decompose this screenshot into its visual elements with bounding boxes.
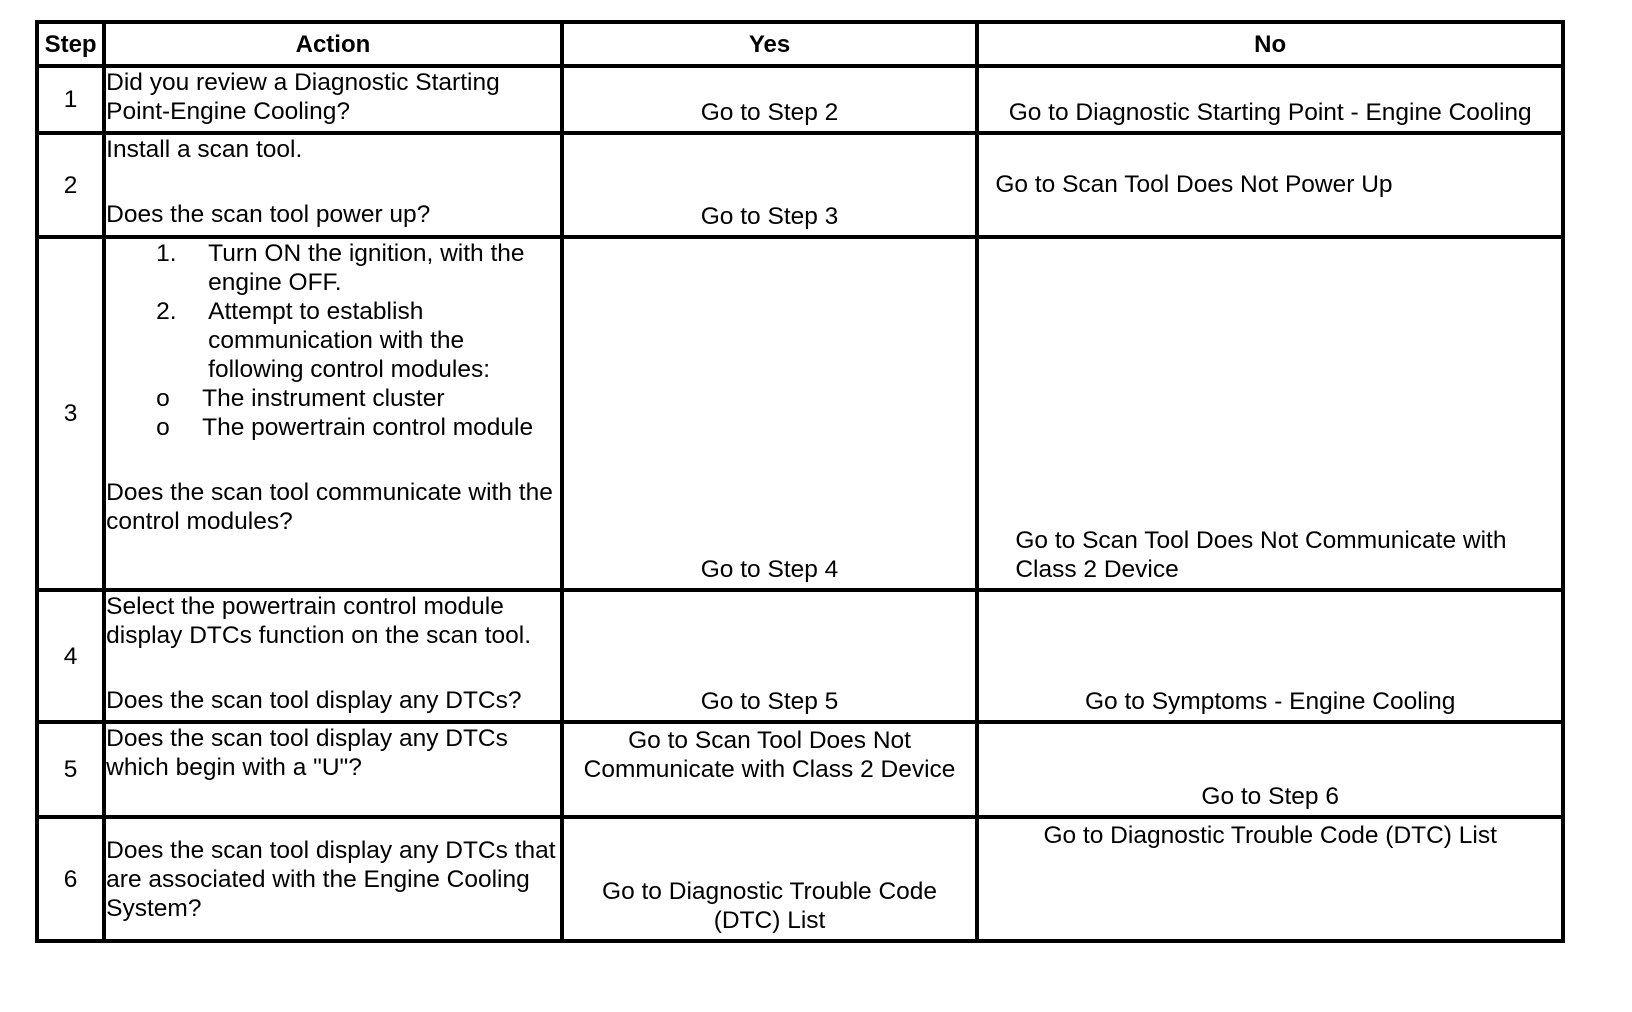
yes-cell xyxy=(562,590,978,722)
list-item xyxy=(10,384,560,413)
action-cell xyxy=(104,237,562,590)
table-row xyxy=(37,590,1563,722)
list-text: Attempt to establish communication with the following control modules: xyxy=(208,298,491,383)
header-no: No xyxy=(977,22,1563,66)
action-cell xyxy=(104,722,562,817)
yes-link[interactable]: Go to Step 2 xyxy=(700,99,839,126)
no-link[interactable]: Go to Diagnostic Trouble Code (DTC) List xyxy=(1043,822,1497,849)
yes-cell xyxy=(562,817,978,941)
table-row xyxy=(37,66,1563,133)
no-link[interactable]: Go to Step 6 xyxy=(1201,783,1339,810)
list-item xyxy=(106,239,560,297)
no-cell xyxy=(977,722,1563,817)
action-cell xyxy=(104,590,562,722)
step-number: 1 xyxy=(37,66,104,133)
header-action: Action xyxy=(104,22,562,66)
yes-link[interactable]: Go to Scan Tool Does Not Communicate with Class 2 Device xyxy=(583,727,956,783)
action-question: Does the scan tool power up? xyxy=(106,201,431,228)
action-steps-list xyxy=(106,239,560,384)
header-step: Step xyxy=(37,22,104,66)
yes-link[interactable]: Go to Step 5 xyxy=(700,688,839,715)
action-text: Does the scan tool display any DTCs which begin with a "U"? xyxy=(106,725,508,781)
step-number: 6 xyxy=(37,817,104,941)
no-cell xyxy=(977,237,1563,590)
list-item xyxy=(106,297,560,384)
list-text: The powertrain control module xyxy=(202,414,534,441)
table-row xyxy=(37,722,1563,817)
yes-cell xyxy=(562,237,978,590)
yes-link[interactable]: Go to Step 3 xyxy=(700,203,839,230)
action-cell xyxy=(104,133,562,237)
no-link[interactable]: Go to Scan Tool Does Not Power Up xyxy=(995,170,1393,198)
no-cell xyxy=(977,66,1563,133)
yes-link[interactable]: Go to Diagnostic Trouble Code (DTC) List xyxy=(602,878,938,934)
action-question: Does the scan tool communicate with the control modules? xyxy=(106,479,553,535)
no-link[interactable]: Go to Symptoms - Engine Cooling xyxy=(1084,688,1456,715)
action-text: Install a scan tool. xyxy=(106,136,303,163)
action-text: Does the scan tool display any DTCs that are associated with the Engine Cooling System? xyxy=(106,836,556,922)
action-sublist xyxy=(106,384,560,442)
action-question: Does the scan tool display any DTCs? xyxy=(106,687,522,714)
no-cell xyxy=(977,133,1563,237)
list-number: 1. xyxy=(156,240,177,267)
list-text: Turn ON the ignition, with the engine OFF. xyxy=(208,240,525,296)
list-number: 2. xyxy=(156,298,177,325)
step-number: 3 xyxy=(37,237,104,590)
bullet-icon: o xyxy=(156,414,170,441)
table-row xyxy=(37,237,1563,590)
bullet-icon: o xyxy=(156,385,170,412)
yes-link[interactable]: Go to Step 4 xyxy=(700,556,839,583)
no-link[interactable]: Go to Scan Tool Does Not Communicate with Class 2 Device xyxy=(1015,527,1507,583)
action-cell xyxy=(104,817,562,941)
no-link[interactable]: Go to Diagnostic Starting Point - Engine Cooling xyxy=(1008,99,1532,126)
table-row xyxy=(37,817,1563,941)
no-cell xyxy=(977,817,1563,941)
header-yes: Yes xyxy=(562,22,978,66)
list-text: The instrument cluster xyxy=(202,385,445,412)
table-row xyxy=(37,133,1563,237)
action-text: Did you review a Diagnostic Starting Point-Engine Cooling? xyxy=(106,69,500,125)
header-row xyxy=(37,22,1563,66)
yes-cell xyxy=(562,133,978,237)
action-text: Select the powertrain control module display DTCs function on the scan tool. xyxy=(106,593,532,649)
list-item xyxy=(10,413,560,442)
step-number: 2 xyxy=(37,133,104,237)
step-number: 5 xyxy=(37,722,104,817)
no-cell xyxy=(977,590,1563,722)
yes-cell xyxy=(562,722,978,817)
yes-cell xyxy=(562,66,978,133)
diagnostic-table xyxy=(35,20,1565,943)
step-number: 4 xyxy=(37,590,104,722)
action-cell xyxy=(104,66,562,133)
